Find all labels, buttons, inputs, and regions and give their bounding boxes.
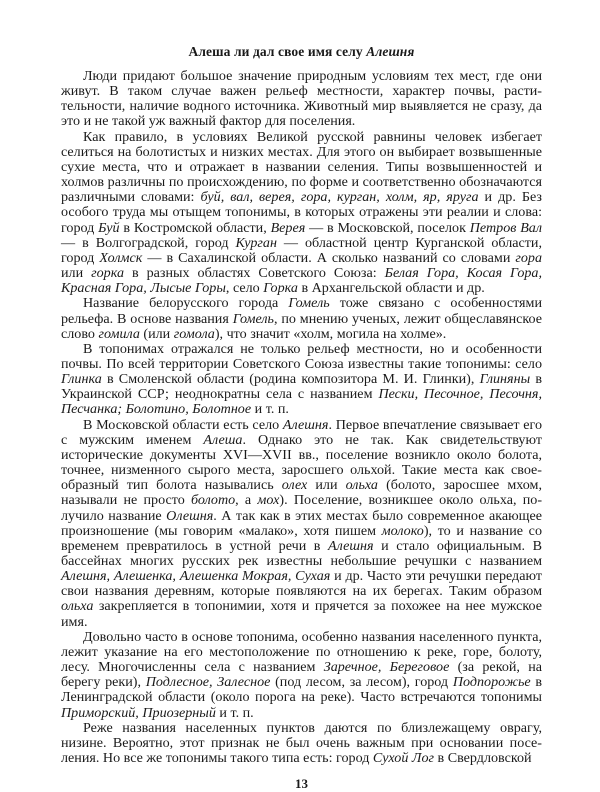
italic-term: Холмск — [99, 249, 143, 266]
italic-term: горка — [91, 265, 124, 282]
italic-term: Алешня — [282, 416, 329, 433]
text-run: (под лесом, за лесом), город — [270, 674, 453, 691]
italic-term: гора — [515, 249, 542, 266]
text-run: и т. п. — [251, 401, 289, 418]
text-run: — в Волгоградской, город — [61, 234, 236, 251]
italic-term: мох — [257, 492, 280, 509]
italic-term: Глинка — [61, 371, 102, 388]
text-run: Люди придают большое значение природным условиям тех мест, где они живут. В таком случае важен рельеф местности, характер почвы, растительности, наличие водного источника. Животный мир выявляется не сразу, да это и не такой уж важный фактор для поселения. — [61, 68, 542, 130]
text-run: ), то и название со временем превратилось в устной речи в — [61, 522, 542, 554]
italic-term: Курган — [235, 234, 277, 251]
paragraph — [61, 630, 542, 721]
body-text — [61, 69, 542, 766]
text-run: в Украинской ССР; неоднократны села с названием — [61, 371, 542, 403]
italic-term: Гомель — [288, 295, 330, 312]
italic-term: молоко — [381, 522, 424, 539]
text-run: Название белорусского города — [83, 295, 289, 312]
italic-term: ольха — [345, 477, 378, 494]
page-number: 13 — [295, 776, 308, 792]
text-run: тоже связано с особенностями рельефа. В основе названия — [61, 295, 543, 327]
paragraph — [61, 296, 542, 341]
text-run: ), что значит «холм, могила на холме». — [214, 325, 447, 342]
text-run: и др. Без особого труда мы отыщем топонимы, в которых отражены эти реалии и слова: город — [61, 189, 542, 236]
paragraph — [61, 130, 542, 297]
text-run: и т. п. — [215, 704, 254, 721]
text-run: и др. Часто эти речушки передают свои названия деревням, которые появляются на их берегах. Таким образом — [61, 568, 542, 600]
italic-term: Алешня — [328, 537, 374, 554]
italic-term: Горка — [263, 280, 298, 297]
italic-term: Буй — [98, 219, 120, 236]
text-run: — областной центр Курганской области, город — [61, 234, 542, 266]
italic-term: Пески, Песочное, Песочня, Песчанка; Болотино, Болотное — [61, 386, 542, 418]
text-run: (за рекой, на берегу реки), — [61, 659, 542, 691]
italic-term: Подлесное, Залесное — [145, 674, 271, 691]
italic-term: Гомель — [232, 310, 274, 327]
italic-term: Сухой Лог — [372, 750, 434, 767]
italic-term: Верея — [270, 219, 306, 236]
text-run: , по мнению ученых, лежит общеславянское слово — [61, 310, 542, 342]
text-run: в Ленинградской области (около порога на реке). Часто встречаются топонимы — [61, 674, 542, 706]
italic-term: Олешня — [166, 507, 214, 524]
paragraph — [61, 418, 542, 630]
text-run: . Первое впечатление связывает его с мужским именем — [61, 416, 543, 448]
text-run: — в Московской, поселок — [305, 219, 470, 236]
text-run: и стало официальным. В бассейнах многих русских рек известны небольшие речушки с названием — [61, 537, 542, 569]
paragraph — [61, 342, 542, 418]
text-run: В Московской области есть село — [83, 416, 283, 433]
italic-term: буй, вал, верея, гора, курган, холм, яр, яруга — [200, 189, 479, 206]
italic-term: Белая Гора, Косая Гора, Красная Гора, Лысые Горы — [61, 265, 542, 297]
italic-term: Заречное, Береговое — [323, 659, 450, 676]
text-run: , село — [225, 280, 264, 297]
text-run: В топонимах отражался не только рельеф местности, но и особенности почвы. По всей территории Советского Союза известны такие топонимы: село — [61, 340, 542, 372]
text-run: закрепляется в топонимии, хотя и прячется за похожее на нее мужское имя. — [61, 598, 542, 630]
text-run: или — [307, 477, 346, 494]
text-run: (или — [139, 325, 174, 342]
text-run: в Свердловской — [434, 750, 532, 767]
italic-term: ольха — [61, 598, 94, 615]
text-run: , а — [235, 492, 258, 509]
italic-term: Алеша — [203, 431, 243, 448]
italic-term: болото — [190, 492, 236, 509]
text-run: в разных областях Советского Союза: — [124, 265, 385, 282]
text-run: — в Сахалинской области. А сколько названий со словами — [142, 249, 516, 266]
italic-term: гомила — [98, 325, 140, 342]
italic-term: Глиняны — [479, 371, 531, 388]
text-run: . Однако это не так. Как свидетельствуют исторические документы XVI—XVII вв., поселение возникло около болота, точнее, низменного сырого места, заросшего ольхой. Такие места как своеобразный тип болота назывались — [61, 431, 542, 494]
italic-term: гомола — [173, 325, 215, 342]
text-run: или — [61, 265, 92, 282]
chapter-title — [61, 44, 542, 60]
italic-term: Алешня, Алешенка, Алешенка Мокрая, Сухая — [61, 568, 331, 585]
book-page — [61, 44, 542, 792]
text-run: в Смоленской области (родина композитора М. И. Глинки), — [101, 371, 480, 388]
italic-term: олех — [281, 477, 308, 494]
italic-term: Подпорожье — [452, 674, 531, 691]
paragraph — [61, 721, 542, 766]
text-run: ). Поселение, возникшее около ольха, получило название — [61, 492, 543, 524]
paragraph — [61, 69, 542, 130]
text-run: в Архангельской области и др. — [297, 280, 485, 297]
text-run: в Костромской области, — [119, 219, 271, 236]
text-run: . А так как в этих местах было современное акающее произношение (мы говорим «малако», хотя пишем — [61, 507, 542, 539]
text-run: Довольно часто в основе топонима, особенно названия населенного пункта, лежит указание на его местоположение по отношению к реке, горе, болоту, лесу. Многочисленны села с названием — [61, 628, 542, 676]
text-run: Реже названия населенных пунктов даются по близлежащему оврагу, низине. Вероятно, этот признак не был очень важным при основании поселения. Но все же топонимы такого типа есть: город — [61, 719, 542, 767]
text-run: Как правило, в условиях Великой русской равнины человек избегает селиться на болотистых и низких местах. Для этого он выбирает возвышенные сухие места, что и отражает в названии селения. Типы возвышенностей и холмов различны по происхождению, по форме и соответственно обозначаются различными словами: — [61, 128, 542, 206]
italic-term: Приморский, Приозерный — [61, 704, 216, 721]
italic-term: Петров Вал — [469, 219, 543, 236]
chapter-title-italic: Алешня — [366, 44, 415, 59]
chapter-title-text: Алеша ли дал свое имя селу — [188, 44, 367, 59]
text-run: (болото, заросшее мхом, называли не просто — [61, 477, 542, 509]
